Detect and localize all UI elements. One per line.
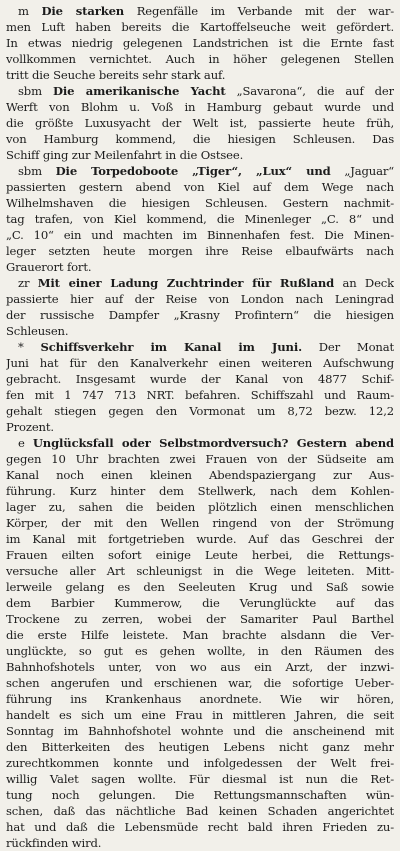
article-line: im Kanal mit fortgetrieben wurde. Auf das Geschrei der bbox=[6, 532, 394, 546]
article-line: passierten gestern abend von Kiel auf dem Wege nach bbox=[6, 180, 394, 194]
article-line: fen mit 1 747 713 NRT. befahren. Schiffszahl und Raum- bbox=[6, 388, 394, 402]
article-line: Prozent. bbox=[6, 420, 54, 434]
article-line: gehalt stiegen gegen den Vormonat um 8,72 bezw. 12,2 bbox=[6, 404, 394, 418]
article-line: von Hamburg kommend, die hiesigen Schleusen. Das bbox=[6, 132, 394, 146]
article-line: versuche aller Art schleunigst in die Wege leiteten. Mitt- bbox=[6, 564, 394, 578]
article-line: die größte Luxusyacht der Welt ist, passierte heute früh, bbox=[6, 116, 394, 130]
article-line: „C. 10“ ein und machten im Binnenhafen fest. Die Minen- bbox=[6, 228, 394, 242]
article-line: tung noch gelungen. Die Rettungsmannschaften wün- bbox=[6, 788, 394, 802]
article-line: tag trafen, von Kiel kommend, die Minenleger „C. 8“ und bbox=[6, 212, 394, 226]
news-article bbox=[6, 339, 394, 435]
article-line: unglückte, so gut es gehen wollte, in den Räumen des bbox=[6, 644, 394, 658]
article-line: führung ins Krankenhaus anordnete. Wie wir hören, bbox=[6, 692, 394, 706]
article-line: schen, daß das nächtliche Bad keinen Schaden angerichtet bbox=[6, 804, 394, 818]
article-line: Sonntag im Bahnhofshotel wohnte und die anscheinend mit bbox=[6, 724, 394, 738]
article-line: der russische Dampfer „Krasny Profintern“ die hiesigen bbox=[6, 308, 394, 322]
article-line: Frauen eilten sofort einige Leute herbei, die Rettungs- bbox=[6, 548, 394, 562]
article-line: rückfinden wird. bbox=[6, 836, 102, 850]
news-article bbox=[6, 3, 394, 83]
article-lead-line: sbm Die amerikanische Yacht „Savarona“, die auf der bbox=[18, 84, 394, 98]
article-line: vollkommen vernichtet. Auch in höher gelegenen Stellen bbox=[6, 52, 394, 66]
article-line: Trockene zu zerren, wobei der Samariter Paul Barthel bbox=[6, 612, 394, 626]
article-line: passierte hier auf der Reise von London nach Leningrad bbox=[6, 292, 394, 306]
article-line: Grauerort fort. bbox=[6, 260, 92, 274]
article-line: Juni hat für den Kanalverkehr einen weiteren Aufschwung bbox=[6, 356, 394, 370]
article-line: Werft von Blohm u. Voß in Hamburg gebaut wurde und bbox=[6, 100, 394, 114]
article-lead-line: * Schiffsverkehr im Kanal im Juni. Der Monat bbox=[18, 340, 394, 354]
article-line: zurechtkommen konnte und infolgedessen der Welt frei- bbox=[6, 756, 394, 770]
article-line: lager zu, sahen die beiden plötzlich einen menschlichen bbox=[6, 500, 394, 514]
article-line: gegen 10 Uhr brachten zwei Frauen von der Südseite am bbox=[6, 452, 394, 466]
article-line: hat und daß die Lebensmüde recht bald ihren Frieden zu- bbox=[6, 820, 394, 834]
article-lead-line: m Die starken Regenfälle im Verbande mit der war- bbox=[18, 4, 394, 18]
news-article bbox=[6, 275, 394, 339]
article-line: lerweile gelang es den Seeleuten Krug und Saß sowie bbox=[6, 580, 394, 594]
article-line: willig Valet sagen wollte. Für diesmal ist nun die Ret- bbox=[6, 772, 394, 786]
article-line: führung. Kurz hinter dem Stellwerk, nach dem Kohlen- bbox=[6, 484, 394, 498]
article-line: Wilhelmshaven die hiesigen Schleusen. Gestern nachmit- bbox=[6, 196, 394, 210]
article-lead-line: sbm Die Torpedoboote „Tiger“, „Lux“ und „Jaguar“ bbox=[18, 164, 394, 178]
news-article bbox=[6, 163, 394, 275]
article-line: schen angerufen und erschienen war, die sofortige Ueber- bbox=[6, 676, 394, 690]
article-lead-line: e Unglücksfall oder Selbstmordversuch? Gestern abend bbox=[18, 436, 394, 450]
article-line: gebracht. Insgesamt wurde der Kanal von 4877 Schif- bbox=[6, 372, 394, 386]
article-line: leger setzten heute morgen ihre Reise elbaufwärts nach bbox=[6, 244, 394, 258]
article-lead-line: zr Mit einer Ladung Zuchtrinder für Rußland an Deck bbox=[18, 276, 394, 290]
article-line: Schleusen. bbox=[6, 324, 69, 338]
article-line: Kanal noch einen kleinen Abendspaziergang zur Aus- bbox=[6, 468, 394, 482]
article-line: die erste Hilfe leistete. Man brachte alsdann die Ver- bbox=[6, 628, 394, 642]
article-line: Schiff ging zur Meilenfahrt in die Ostsee. bbox=[6, 148, 244, 162]
article-line: dem Barbier Kummerow, die Verunglückte auf das bbox=[6, 596, 394, 610]
article-line: In etwas niedrig gelegenen Landstrichen ist die Ernte fast bbox=[6, 36, 394, 50]
article-line: tritt die Seuche bereits sehr stark auf. bbox=[6, 68, 226, 82]
article-line: den Bitterkeiten des heutigen Lebens nicht ganz mehr bbox=[6, 740, 394, 754]
article-line: Körper, der mit den Wellen ringend von der Strömung bbox=[6, 516, 394, 530]
news-article bbox=[6, 83, 394, 163]
article-line: men Luft haben bereits die Kartoffelseuche weit gefördert. bbox=[6, 20, 394, 34]
article-line: Bahnhofshotels unter, von wo aus ein Arzt, der inzwi- bbox=[6, 660, 394, 674]
article-line: handelt es sich um eine Frau in mittleren Jahren, die seit bbox=[6, 708, 394, 722]
